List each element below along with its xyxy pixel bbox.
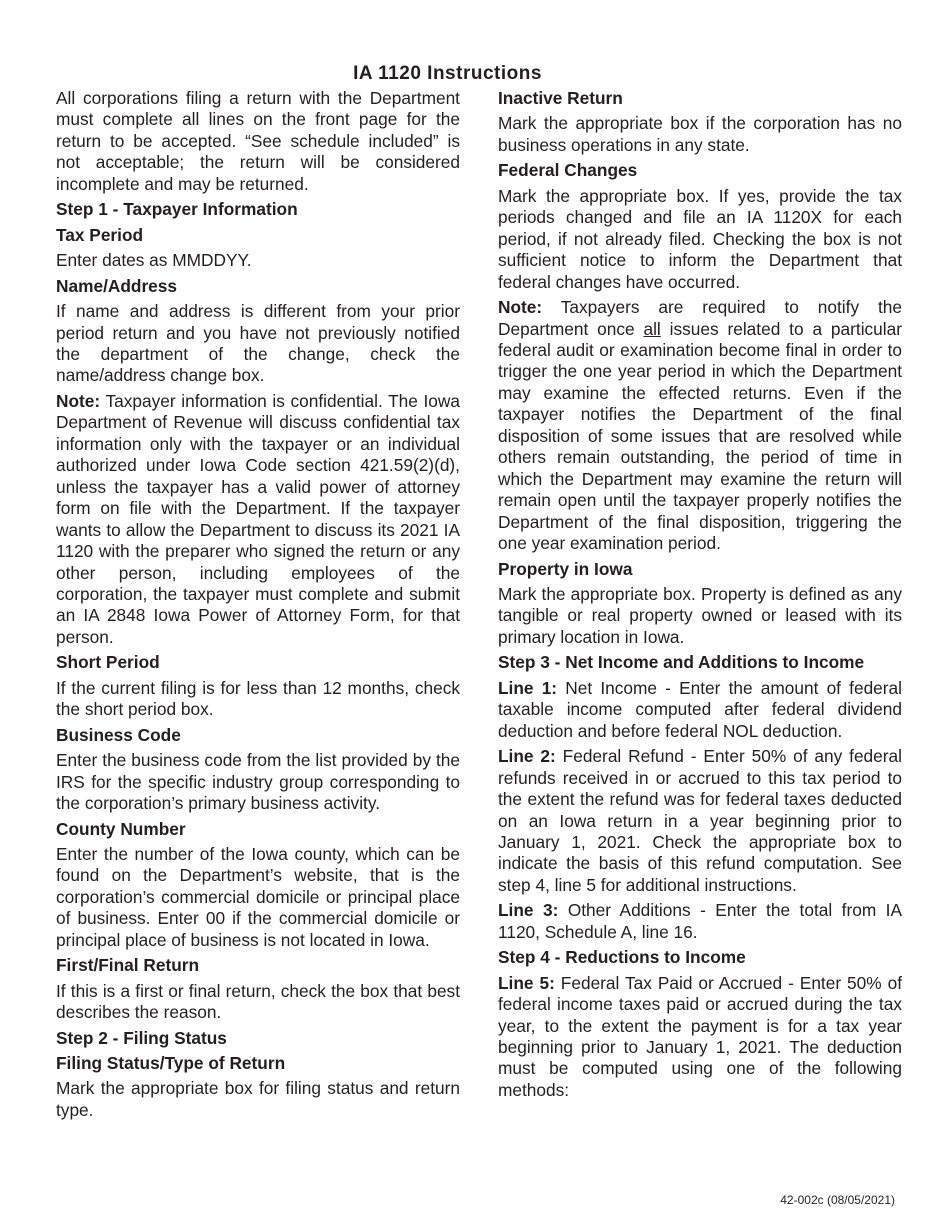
county-number-text: Enter the number of the Iowa county, which can be found on the Department’s website, that is the corporation’s commercial domicile or principal place of business. Enter 00 if the commercial domicile or principal place of business is not located in Iowa. bbox=[56, 843, 460, 950]
intro-paragraph: All corporations filing a return with the Department must complete all lines on the front page for the return to be accepted. “See schedule included” is not acceptable; the return will be considered incomplete and may be returned. bbox=[56, 88, 460, 194]
line1-text: Net Income - Enter the amount of federal taxable income computed after federal dividend deduction and before federal NOL deduction. bbox=[498, 677, 902, 741]
short-period-heading: Short Period bbox=[56, 652, 160, 673]
note-text-a: Taxpayers are required to notify the Department once bbox=[498, 297, 902, 339]
line2-text: Federal Refund - Enter 50% of any federal refunds received in or accrued to this tax period to the extent the refund was for federal taxes deducted on an Iowa return in a year beginning prior to January 1, 2021. Check the appropriate box to indicate the basis of this refund computation. See step 4, line 5 for additional instructions. bbox=[498, 746, 902, 895]
page-title: IA 1120 Instructions bbox=[353, 63, 542, 84]
form-number-footer: 42-002c (08/05/2021) bbox=[780, 1193, 895, 1207]
county-number-heading: County Number bbox=[56, 818, 186, 839]
note-label: Note: bbox=[56, 390, 101, 411]
tax-period-heading: Tax Period bbox=[56, 224, 144, 245]
step1-heading: Step 1 - Taxpayer Information bbox=[56, 199, 298, 220]
right-column bbox=[498, 88, 902, 1105]
line3-paragraph bbox=[498, 900, 902, 943]
step2-heading: Step 2 - Filing Status bbox=[56, 1027, 227, 1048]
short-period-text: If the current filing is for less than 12 months, check the short period box. bbox=[56, 677, 460, 720]
line5-paragraph bbox=[498, 973, 902, 1102]
filing-status-heading: Filing Status/Type of Return bbox=[56, 1053, 286, 1074]
federal-changes-text: Mark the appropriate box. If yes, provide the tax periods changed and file an IA 1120X for each period, if not already filed. Checking the box is not sufficient notice to inform the Department that federal changes have occurred. bbox=[498, 185, 902, 292]
line5-text: Federal Tax Paid or Accrued - Enter 50% of federal income taxes paid or accrued during the tax year, to the extent the payment is for a tax year beginning prior to January 1, 2021. The deduction must be computed using one of the following methods: bbox=[498, 972, 902, 1100]
inactive-return-text: Mark the appropriate box if the corporation has no business operations in any state. bbox=[498, 113, 902, 155]
property-heading: Property in Iowa bbox=[498, 558, 633, 579]
line5-label: Line 5: bbox=[498, 972, 555, 993]
business-code-heading: Business Code bbox=[56, 724, 181, 745]
federal-changes-heading: Federal Changes bbox=[498, 160, 638, 181]
line1-paragraph bbox=[498, 678, 902, 742]
left-column bbox=[56, 88, 460, 1125]
filing-status-text: Mark the appropriate box for filing status and return type. bbox=[56, 1078, 460, 1120]
step4-heading: Step 4 - Reductions to Income bbox=[498, 947, 746, 968]
note-label: Note: bbox=[498, 297, 543, 318]
inactive-return-heading: Inactive Return bbox=[498, 88, 623, 108]
property-text: Mark the appropriate box. Property is defined as any tangible or real property owned or leased with its primary location in Iowa. bbox=[498, 583, 902, 647]
name-address-text: If name and address is different from your prior period return and you have not previously notified the department of the change, check the name/address change box. bbox=[56, 301, 460, 386]
note-text: Taxpayer information is confidential. The Iowa Department of Revenue will discuss confidential tax information only with the taxpayer or an individual authorized under Iowa Code section 421.59(2)(d), unless the taxpayer has a valid power of attorney form on file with the Department. If the taxpayer wants to allow the Department to discuss its 2021 IA 1120 with the preparer who signed the return or any other person, including employees of the corporation, the taxpayer must complete and submit an IA 2848 Iowa Power of Attorney Form, for that person. bbox=[56, 390, 460, 647]
line3-label: Line 3: bbox=[498, 900, 559, 921]
confidential-note bbox=[56, 391, 460, 648]
line3-text: Other Additions - Enter the total from IA 1120, Schedule A, line 16. bbox=[498, 900, 902, 942]
business-code-text: Enter the business code from the list provided by the IRS for the specific industry group corresponding to the corporation’s primary business activity. bbox=[56, 750, 460, 814]
tax-period-text: Enter dates as MMDDYY. bbox=[56, 250, 252, 271]
line1-label: Line 1: bbox=[498, 677, 558, 698]
note-underline-all: all bbox=[643, 318, 661, 339]
first-final-heading: First/Final Return bbox=[56, 955, 200, 976]
note-text-b: issues related to a particular federal audit or examination become final in order to trigger the one year period in which the Department may examine the effected returns. Even if the taxpayer notifies the Department of the final disposition of some issues that are resolved while others remain outstanding, the period of time in which the Department may examine the return will remain open until the taxpayer properly notifies the Department of the final disposition, triggering the one year examination period. bbox=[498, 318, 902, 554]
line2-paragraph bbox=[498, 746, 902, 896]
first-final-text: If this is a first or final return, check the box that best describes the reason. bbox=[56, 980, 460, 1023]
step3-heading: Step 3 - Net Income and Additions to Income bbox=[498, 652, 865, 673]
line2-label: Line 2: bbox=[498, 746, 556, 767]
federal-audit-note bbox=[498, 297, 902, 554]
name-address-heading: Name/Address bbox=[56, 275, 178, 296]
